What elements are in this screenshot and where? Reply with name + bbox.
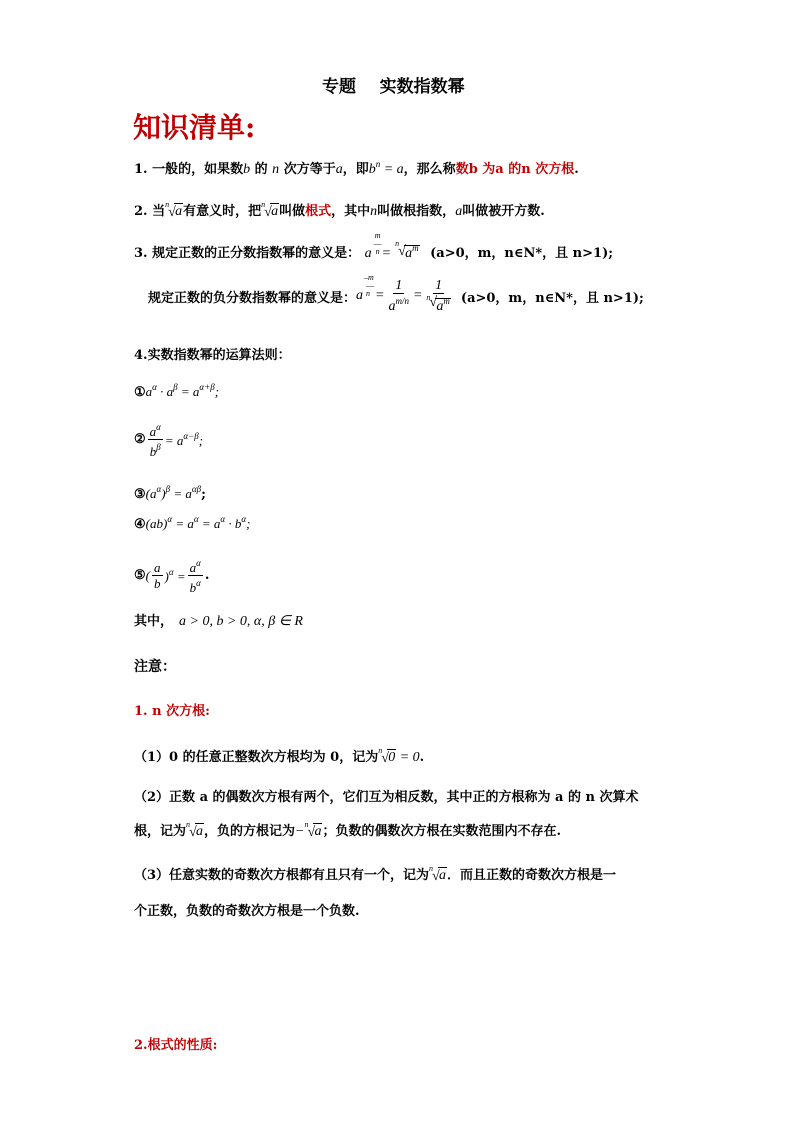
- definition-nth-root: 数b 为a 的n 次方根: [455, 162, 575, 177]
- section-heading: 知识清单:: [133, 111, 256, 144]
- note-heading: 注意：: [134, 659, 176, 675]
- note-1-2-line2: 根，记为 n √ a，负的方根记为− n √ a；负数的偶数次方根在实数范围内不存在.: [134, 820, 562, 840]
- page-title: 专题 实数指数幂: [322, 77, 465, 97]
- rule-1: $①a^\alpha \cdot a^\beta = a^{\alpha+\beta}$;: [134, 382, 220, 400]
- note-1-2-line1: （2）正数 a 的偶数次方根有两个，它们互为相反数，其中正的方根称为 a 的 n 次算术: [134, 790, 639, 805]
- item-3-negative: 规定正数的负分数指数幂的意义是： a –m ― n = $\frac{1}{a^{m/n}}$ = 1 n √ $a^m$ (a>0，m，n∈N*，且 n>1);: [148, 273, 644, 314]
- rule-4: ④(ab)$^\alpha$ = $a^\alpha = a^\alpha \cdot b^\alpha$;: [134, 514, 251, 532]
- item-3-positive: 3. 规定正数的正分数指数幂的意义是： a m ― n = n √ $a^m$ (a>0，m，n∈N*，且 n>1);: [134, 231, 614, 261]
- item-4: 4.实数指数幂的运算法则：: [134, 348, 291, 363]
- formula-positive-fraction-exponent: a m ― n = n √ $a^m$: [364, 231, 419, 261]
- section-nth-root: 1. n 次方根:: [134, 704, 210, 719]
- radical-expression: n √ a: [165, 200, 183, 220]
- rule-5: ⑤ ( $\frac{a}{b}$ )$^\alpha$ = $\frac{a^\alpha}{b^\alpha}$ .: [134, 558, 210, 595]
- rule-2: ② $\frac{a^\alpha}{b^\beta}$ = $a^{\alpha-\beta}$;: [134, 422, 204, 459]
- rule-3: $③(a^\alpha)^\beta = a^{\alpha\beta}$;: [134, 484, 206, 502]
- note-1-3-line2: 个正数，负数的奇数次方根是一个负数.: [134, 904, 360, 919]
- term-radical: 根式: [305, 204, 332, 219]
- item-1: 1. 一般的，如果数b 的 n 次方等于a，即$b^n = a$，那么称数b 为a 的n 次方根.: [134, 159, 579, 177]
- section-radical-properties: 2.根式的性质:: [134, 1038, 218, 1053]
- item-2: 2. 当 n √ a有意义时，把 n √ a叫做根式，其中n叫做根指数，a叫做被开方数.: [134, 200, 545, 220]
- formula-negative-fraction-exponent: a –m ― n = $\frac{1}{a^{m/n}}$ = 1 n √ $a^m$: [356, 273, 450, 314]
- where-condition: 其中， a > 0, b > 0, α, β ∈ R: [134, 614, 303, 629]
- note-1-3-line1: （3）任意实数的奇数次方根都有且只有一个，记为 n √ a．而且正数的奇数次方根是一: [134, 864, 617, 884]
- note-1-1: （1）0 的任意正整数次方根均为 0，记为 n √ 0 = 0.: [134, 746, 425, 766]
